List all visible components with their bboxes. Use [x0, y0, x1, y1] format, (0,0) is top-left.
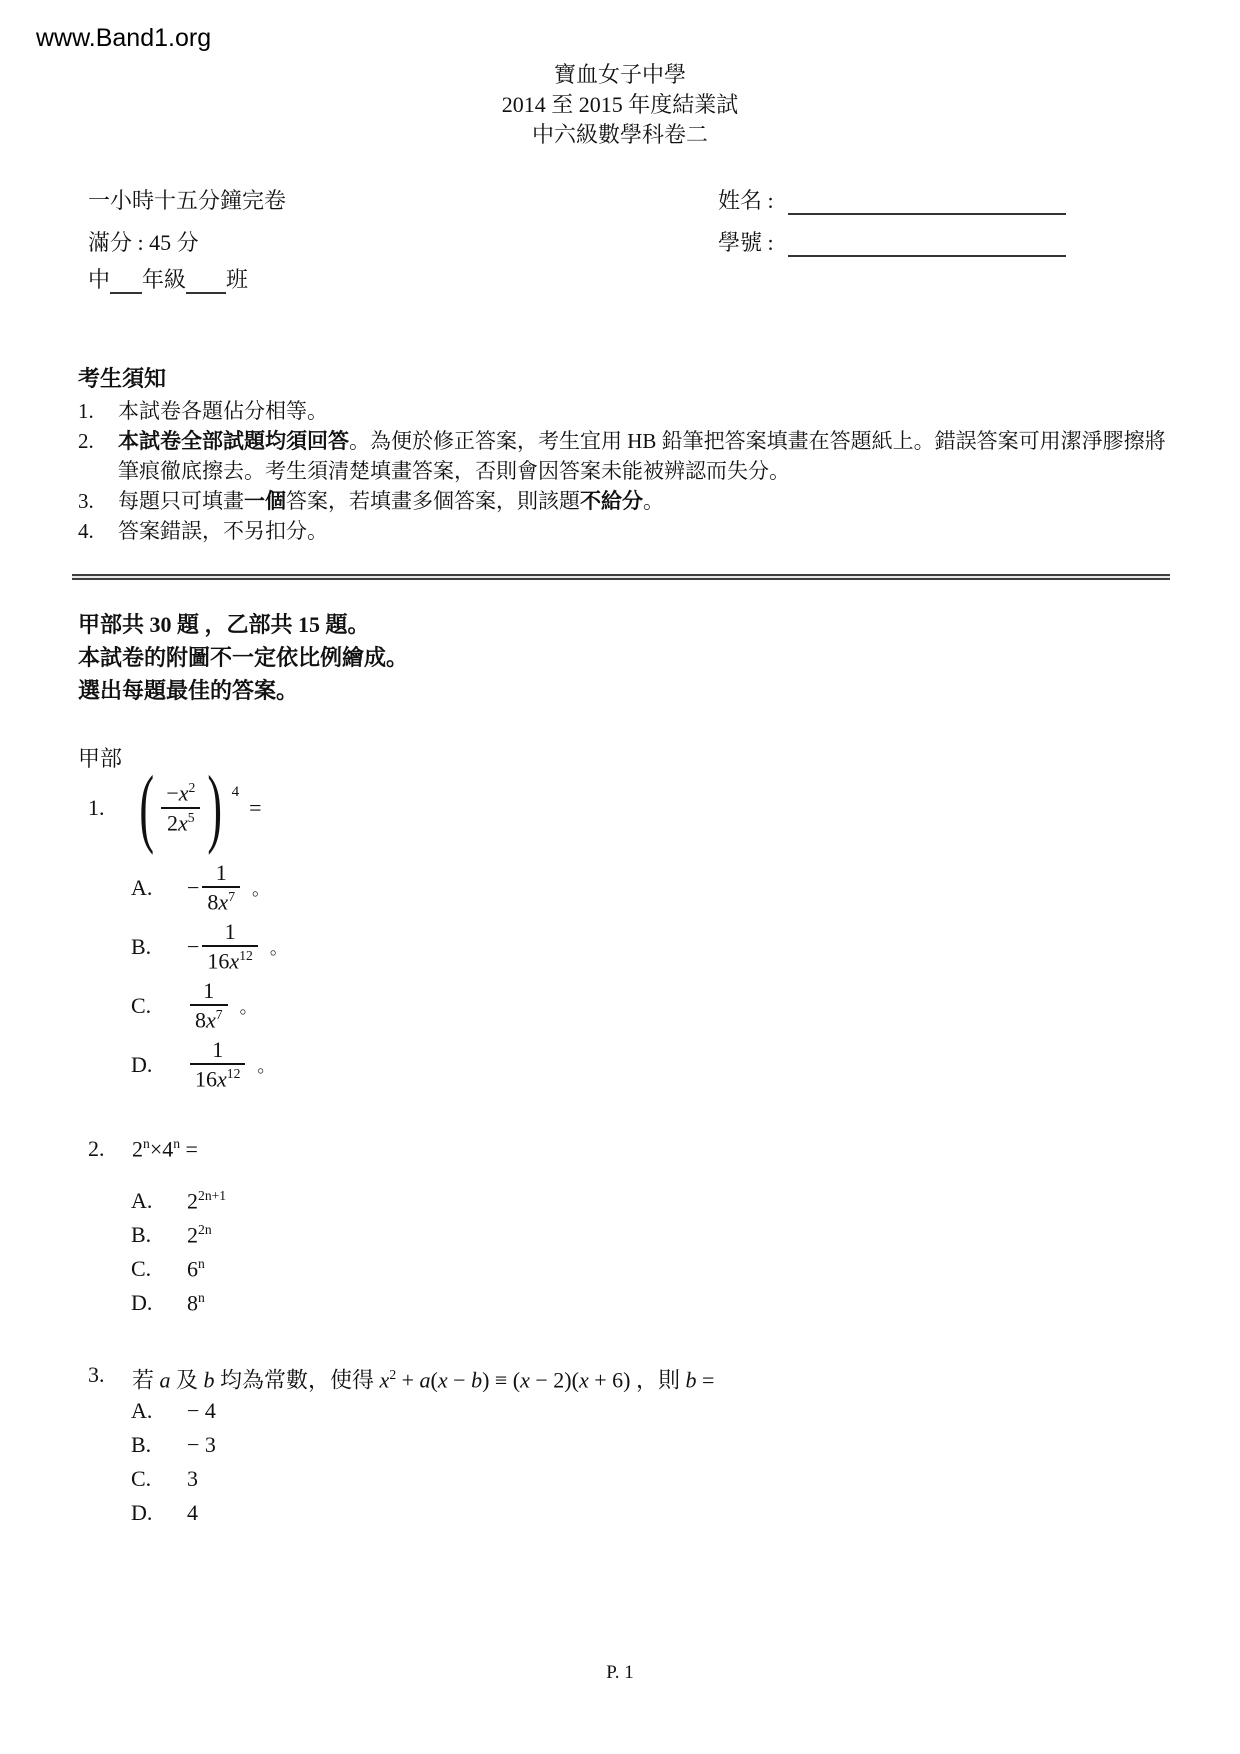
option-label: B. — [131, 933, 152, 959]
note-seg: 答案，若填畫多個答案，則該題 — [286, 489, 580, 513]
variable: x — [229, 948, 240, 974]
variable: a — [419, 1367, 431, 1393]
variable: x — [178, 780, 189, 806]
equals-sign: = — [696, 1367, 715, 1393]
question-1-stem: 1. ( $\frac{-x^2}{2x^5}$ ) 4 = — [88, 758, 262, 856]
exponent: 2 — [188, 780, 196, 795]
exponent: n — [198, 1256, 205, 1271]
fraction-denominator — [190, 1004, 228, 1033]
exam-year-title: 2014 至 2015 年度結業試 — [501, 92, 739, 117]
option-value: − 3 — [187, 1432, 216, 1457]
paper-intro — [78, 608, 408, 707]
fraction-denominator — [190, 1063, 245, 1092]
exponent: 2n+1 — [198, 1188, 227, 1203]
operator: − — [447, 1367, 472, 1393]
fraction-denominator — [202, 886, 240, 915]
base: 2 — [187, 1188, 198, 1214]
option-label: D. — [131, 1290, 153, 1316]
text-seg: ，則 — [630, 1367, 686, 1393]
base: 2 — [187, 1222, 198, 1248]
question-number: 3. — [88, 1362, 105, 1387]
exponent: n — [143, 1136, 150, 1151]
variable: x — [437, 1367, 448, 1393]
fraction — [190, 978, 228, 1033]
coefficient: 2 — [167, 809, 179, 835]
note-item-1 — [78, 396, 1172, 426]
minus-sign: − — [187, 874, 200, 900]
option-label: B. — [131, 1432, 152, 1457]
note-bold-seg: 一個 — [244, 489, 286, 513]
option-value: 4 — [187, 1500, 198, 1525]
fraction — [202, 919, 257, 974]
page-number: P. 1 — [606, 1662, 634, 1683]
intro-line-1: 甲部共 30 題 ，乙部共 15 題。 — [78, 612, 370, 637]
option-value — [187, 1188, 226, 1214]
note-item-3 — [78, 486, 1172, 516]
intro-line-2: 本試卷的附圖不一定依比例繪成。 — [78, 645, 409, 670]
exponent: 12 — [239, 948, 253, 964]
fraction — [190, 1037, 245, 1092]
paper-title: 中六級數學科卷二 — [531, 122, 708, 147]
name-write-line — [788, 189, 1066, 215]
question-number: 1. — [88, 794, 105, 820]
full-stop: 。 — [252, 878, 270, 899]
note-text — [118, 486, 1172, 516]
section-divider — [72, 574, 1170, 580]
note-number: 3. — [78, 489, 94, 513]
option-label: D. — [131, 1500, 153, 1525]
variable: x — [520, 1367, 530, 1393]
class-mid: 年級 — [142, 267, 187, 292]
exponent: 7 — [215, 1007, 223, 1023]
base: 4 — [162, 1136, 174, 1162]
base: 6 — [187, 1256, 198, 1282]
note-item-2 — [78, 426, 1172, 486]
coefficient: 8 — [207, 889, 219, 915]
variable: b — [685, 1367, 697, 1393]
note-bold-text: 本試卷全部試題均須回答 — [118, 429, 349, 453]
operator: + — [396, 1367, 420, 1393]
question-3-stem — [88, 1360, 1168, 1395]
student-id-write-line — [788, 231, 1066, 257]
exponent: 7 — [228, 889, 235, 905]
intro-line-3: 選出每題最佳的答案。 — [78, 678, 299, 703]
fraction-numerator — [161, 780, 200, 807]
exponent: 2 — [389, 1367, 397, 1382]
question-1-options — [131, 858, 288, 1094]
variable: b — [203, 1367, 215, 1393]
option-value — [187, 1222, 212, 1248]
full-stop: 。 — [257, 1055, 276, 1076]
option-label: A. — [131, 1398, 153, 1423]
option-c — [131, 1256, 226, 1290]
fraction-denominator — [202, 945, 257, 974]
fraction-numerator: 1 — [224, 919, 236, 945]
class-post: 班 — [226, 267, 249, 292]
coefficient: 16 — [207, 948, 230, 974]
option-value — [187, 1256, 205, 1282]
times-sign: × — [149, 1136, 163, 1162]
note-rest-text: 。為便於修正答案，考生宜用 HB 鉛筆把答案填畫在答題紙上。錯誤答案可用潔淨膠擦將筆痕徹底擦去。考生須清楚填畫答案，否則會因答案未能被辨認而失分。 — [118, 429, 1166, 483]
equals-sign: = — [180, 1136, 198, 1162]
minus-sign: − — [187, 933, 200, 959]
fraction-numerator: 1 — [212, 1037, 224, 1063]
note-seg: 每題只可填畫 — [118, 489, 244, 513]
equals-sign: = — [249, 794, 262, 820]
variable: x — [379, 1367, 390, 1393]
option-label: A. — [131, 1188, 153, 1214]
outer-exponent: 4 — [231, 784, 240, 800]
note-number: 2. — [78, 429, 94, 453]
part-a-heading: 甲部 — [78, 746, 123, 771]
full-marks-text: 滿分 : 45 分 — [88, 230, 199, 255]
fraction — [161, 780, 200, 835]
name-field — [718, 184, 1066, 215]
option-label: A. — [131, 874, 153, 900]
option-c — [131, 1466, 216, 1500]
exam-title-block — [0, 60, 1240, 150]
option-d — [131, 1035, 288, 1094]
class-pre: 中 — [88, 267, 111, 292]
identity-sign: ) ≡ ( — [482, 1367, 521, 1393]
option-label: B. — [131, 1222, 152, 1248]
text-seg: 及 — [170, 1367, 204, 1393]
name-label: 姓名 : — [718, 188, 774, 213]
note-number: 1. — [78, 399, 94, 423]
option-value: − 4 — [187, 1398, 216, 1423]
option-label: C. — [131, 992, 152, 1018]
exponent: n — [198, 1290, 205, 1305]
fraction-numerator: 1 — [203, 978, 215, 1004]
form-blank — [110, 272, 142, 294]
minus-sign: − — [166, 780, 179, 806]
operator: − 2)( — [529, 1367, 579, 1393]
base: 8 — [187, 1290, 198, 1316]
variable: x — [206, 1007, 216, 1033]
exponent: 2n — [198, 1222, 212, 1237]
note-text: 本試卷各題佔分相等。 — [118, 399, 328, 423]
question-2-options — [131, 1188, 226, 1324]
variable: x — [178, 809, 188, 835]
option-a — [131, 858, 288, 917]
coefficient: 16 — [195, 1066, 217, 1092]
site-watermark: www.Band1.org — [36, 24, 212, 52]
notes-heading: 考生須知 — [78, 366, 167, 391]
variable: x — [217, 1066, 227, 1092]
option-d — [131, 1500, 216, 1534]
coefficient: 8 — [195, 1007, 206, 1033]
class-blank — [186, 272, 226, 294]
option-b — [131, 1222, 226, 1256]
option-label: C. — [131, 1466, 152, 1491]
note-item-4 — [78, 516, 1172, 546]
expression — [132, 1136, 198, 1162]
exponent: 12 — [226, 1066, 241, 1082]
note-text — [118, 426, 1172, 486]
text-seg: 均為常數，使得 — [214, 1367, 380, 1393]
fraction-numerator: 1 — [215, 860, 227, 886]
note-seg: 。 — [643, 489, 664, 513]
option-a — [131, 1398, 216, 1432]
option-label: C. — [131, 1256, 152, 1282]
option-label: D. — [131, 1051, 153, 1077]
note-bold-seg: 不給分 — [580, 489, 643, 513]
fraction — [202, 860, 240, 915]
full-stop: 。 — [269, 937, 288, 958]
notes-list — [78, 396, 1172, 546]
option-c — [131, 976, 288, 1035]
duration-text: 一小時十五分鐘完卷 — [88, 188, 287, 213]
variable: x — [218, 889, 229, 915]
question-number: 2. — [88, 1136, 105, 1161]
option-b — [131, 917, 288, 976]
variable: a — [159, 1367, 171, 1393]
paren: ( — [430, 1367, 438, 1393]
school-name: 寶血女子中學 — [553, 62, 686, 87]
stem-text — [132, 1360, 714, 1395]
option-a — [131, 1188, 226, 1222]
variable: b — [471, 1367, 483, 1393]
class-line — [88, 263, 248, 294]
text-seg: 若 — [132, 1367, 160, 1393]
note-number: 4. — [78, 519, 94, 543]
exponent: n — [173, 1136, 181, 1151]
variable: x — [578, 1367, 589, 1393]
option-value: 3 — [187, 1466, 198, 1491]
option-b — [131, 1432, 216, 1466]
operator: + 6) — [588, 1367, 631, 1393]
option-value — [187, 1290, 205, 1316]
note-text: 答案錯誤，不另扣分。 — [118, 519, 328, 543]
question-3-options — [131, 1398, 216, 1534]
exponent: 5 — [187, 809, 195, 825]
fraction-denominator — [161, 807, 200, 836]
base: 2 — [132, 1136, 143, 1162]
full-stop: 。 — [239, 996, 258, 1017]
option-d — [131, 1290, 226, 1324]
student-id-field — [718, 226, 1066, 257]
student-id-label: 學號 : — [718, 230, 774, 255]
question-2-stem — [88, 1136, 198, 1162]
